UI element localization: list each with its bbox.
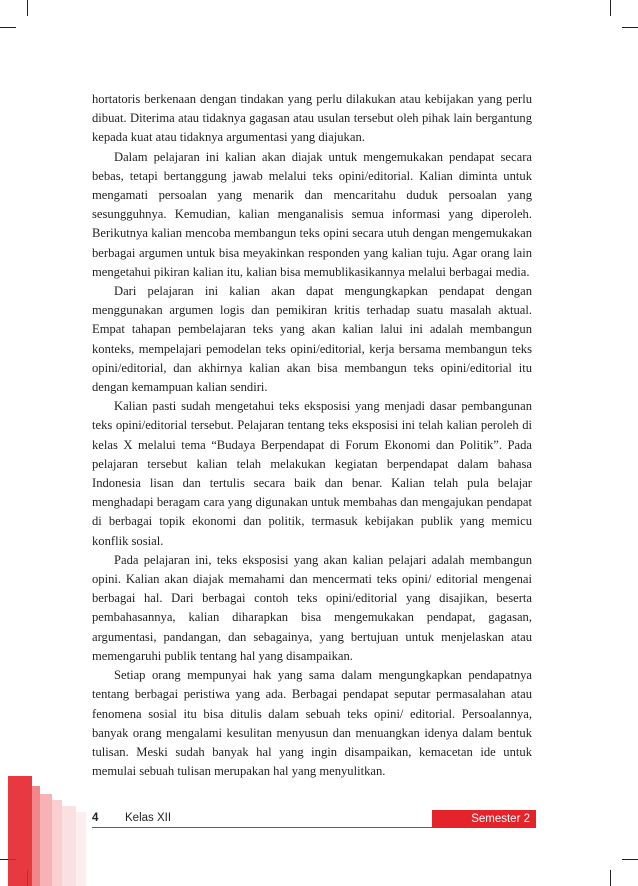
body-text — [92, 90, 532, 781]
paragraph-1: hortatoris berkenaan dengan tindakan yang perlu dilakukan atau kebijakan yang perlu dibuat. Diterima atau tidaknya gagasan atau usulan tersebut oleh pihak lain bergantung kepada kuat atau tidaknya argumentasi yang diajukan. — [92, 92, 532, 145]
class-label: Kelas XII — [125, 812, 172, 824]
crop-mark-top-left-v — [27, 0, 28, 16]
footer-rule — [92, 827, 432, 828]
semester-label: Semester 2 — [432, 810, 536, 828]
crop-mark-top-left-h — [0, 27, 16, 28]
crop-mark-top-right-h — [622, 27, 638, 28]
paragraph-2: Dalam pelajaran ini kalian akan diajak untuk mengemukakan pendapat secara bebas, tetapi bertanggung jawab melalui teks opini/editorial. Kalian diminta untuk mengamati persoalan yang menarik dan mencaritahu duduk persoalan yang sesungguhnya. Kemudian, kalian menganalisis semua informasi yang diperoleh. Berikutnya kalian mencoba membangun teks opini secara utuh dengan mengemukakan berbagai argumen untuk bisa meyakinkan responden yang kalian tuju. Agar orang lain mengetahui pikiran kalian itu, kalian bisa memublikasikannya melalui berbagai media. — [92, 149, 532, 279]
crop-mark-top-right-v — [610, 0, 611, 16]
decorative-stripes — [0, 776, 150, 886]
crop-mark-bottom-right-h — [622, 859, 638, 860]
paragraph-5: Pada pelajaran ini, teks eksposisi yang akan kalian pelajari adalah membangun opini. Kalian akan diajak memahami dan mencermati teks opini/ editorial mengenai berbagai hal. Dari berbagai contoh teks opini/editorial yang disajikan, beserta pembahasannya, kalian diharapkan bisa mengemukakan pendapat, gagasan, argumentasi, pandangan, dan sebagainya, yang bertujuan untuk menjelaskan atau memengaruhi publik tentang hal yang disampaikan. — [92, 552, 532, 663]
paragraph-3: Dari pelajaran ini kalian akan dapat mengungkapkan pendapat dengan menggunakan argumen logis dan pemikiran kritis terhadap suatu masalah aktual. Empat tahapan pembelajaran teks yang akan kalian lalui ini adalah membangun konteks, mempelajari pemodelan teks opini/editorial, kerja bersama membangun teks opini/editorial, dan akhirnya kalian akan bisa membangun teks opini/editorial itu dengan kemampuan kalian sendiri. — [92, 284, 532, 395]
crop-mark-bottom-right-v — [610, 870, 611, 886]
paragraph-6: Setiap orang mempunyai hak yang sama dalam mengungkapkan pendapatnya tentang berbagai peristiwa yang ada. Berbagai pendapat seputar permasalahan atau fenomena sosial itu bisa ditulis dalam sebuah teks opini/ editorial. Persoalannya, banyak orang mengalami kesulitan menyusun dan menuangkan idenya dalam bentuk tulisan. Meski sudah banyak hal yang ingin disampaikan, kemacetan ide untuk memulai sebuah tulisan merupakan hal yang menyulitkan. — [92, 668, 532, 779]
page-number: 4 — [92, 812, 99, 824]
paragraph-4: Kalian pasti sudah mengetahui teks eksposisi yang menjadi dasar pembangunan teks opini/editorial tersebut. Pelajaran tentang teks eksposisi ini telah kalian peroleh di kelas X melalui tema “Budaya Berpendapat di Forum Ekonomi dan Politik”. Pada pelajaran tersebut kalian telah melakukan kegiatan berpendapat dalam bahasa Indonesia lisan dan tertulis secara baik dan benar. Kalian telah pula belajar menghadapi beragam cara yang digunakan untuk membahas dan mengajukan pendapat di berbagai topik ekonomi dan politik, termasuk kebijakan publik yang memicu konflik sosial. — [92, 399, 532, 548]
